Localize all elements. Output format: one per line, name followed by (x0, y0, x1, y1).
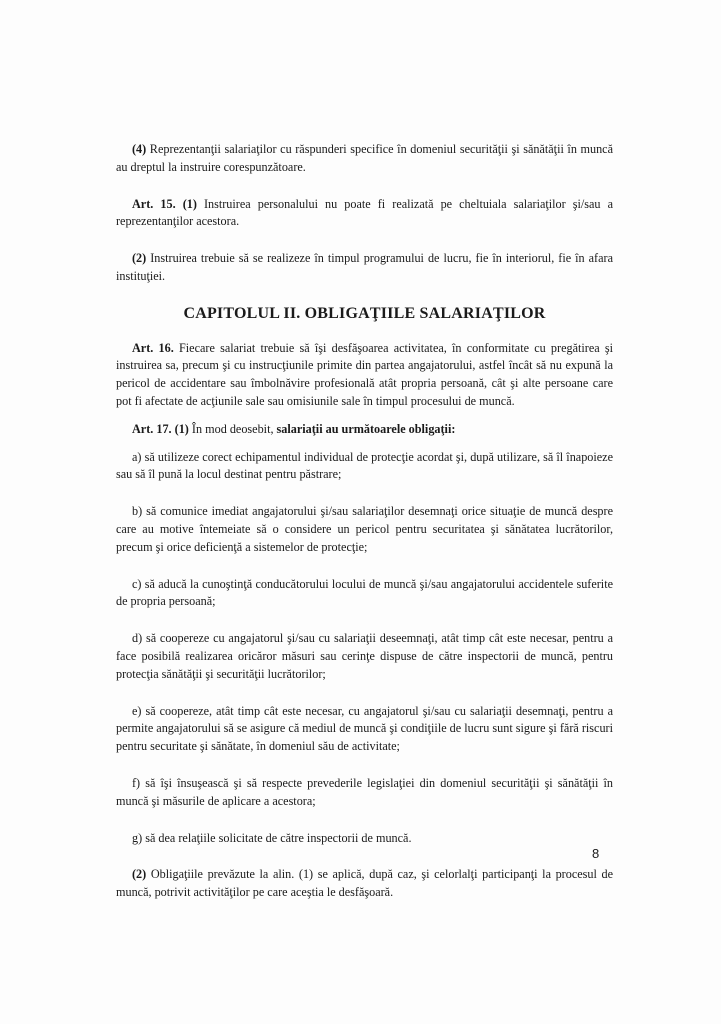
chapter-heading: CAPITOLUL II. OBLIGAŢIILE SALARIAŢILOR (183, 304, 546, 322)
paragraph-text: Fiecare salariat trebuie să îşi desfăşoarea activitatea, în conformitate cu pregătirea şi instruirea sa, precum şi cu instrucţiunile primite din partea angajatorului, astfel încât să nu expună la pericol de accidentare sau îmbolnăvire profesională atât propria persoană, cât şi alte persoane care pot fi afectate de acţiunile sale sau omisiunile sale în timpul procesului de muncă. (116, 340, 613, 408)
paragraph-number: (1) (171, 421, 189, 436)
paragraph-art17-1 (116, 421, 613, 439)
list-item-a: a) să utilizeze corect echipamentul individual de protecţie acordat şi, după utilizare, să îl înapoieze sau să îl pună la locul destinat pentru păstrare; (116, 449, 613, 482)
paragraph-art16 (116, 340, 613, 411)
paragraph-number: (2) (132, 251, 147, 266)
paragraph-number: (4) (132, 142, 147, 156)
paragraph-text: Reprezentanţii salariaţilor cu răspunderi specifice în domeniul securităţii şi sănătăţii în muncă au dreptul la instruire corespunzătoare. (116, 142, 613, 174)
article-label: Art. 17. (132, 421, 172, 436)
list-item-d: d) să coopereze cu angajatorul şi/sau cu salariaţii deseemnaţi, atât timp cât este necesar, pentru a face posibilă realizarea oricăror măsuri sau cerinţe dispuse de către inspectorii de muncă, pentru protecţia sănătăţii şi securităţii lucrătorilor; (116, 631, 613, 681)
list-item-e: e) să coopereze, atât timp cât este necesar, cu angajatorul şi/sau cu salariaţii desemnaţi, pentru a permite angajatorului să se asigure că mediul de muncă şi condiţiile de lucru sunt sigure şi fără riscuri pentru securitate şi sănătate, în domeniul său de activitate; (116, 703, 613, 754)
paragraph-text: Instruirea personalului nu poate fi realizată pe cheltuiala salariaţilor şi/sau a reprezentanţilor acestora. (116, 196, 613, 229)
list-item-c: c) să aducă la cunoştinţă conducătorului locului de muncă şi/sau angajatorului accidentele suferite de propria persoană; (116, 576, 613, 609)
paragraph-number: (2) (132, 867, 147, 882)
paragraph-number: (1) (175, 196, 197, 211)
list-item-g: g) să dea relaţiile solicitate de către inspectorii de muncă. (132, 830, 412, 845)
paragraph-art15-2 (116, 250, 613, 286)
list-item-b: b) să comunice imediat angajatorului şi/sau salariaţilor desemnaţi orice situaţie de muncă despre care au motive întemeiate să o considere un pericol pentru securitatea şi sănătatea lucrătorilor, precum şi orice deficienţă a sistemelor de protecţie; (116, 504, 613, 554)
article-label: Art. 16. (132, 340, 174, 355)
paragraph-art14-4 (116, 141, 613, 177)
paragraph-text: Instruirea trebuie să se realizeze în timpul programului de lucru, fie în interiorul, fie în afara instituţiei. (116, 251, 613, 283)
page-number: 8 (592, 846, 600, 861)
article-label: Art. 15. (132, 196, 176, 211)
paragraph-art15-1 (116, 196, 613, 232)
list-item-f: f) să îşi însuşească şi să respecte prevederile legislaţiei din domeniul securităţii şi sănătăţii în muncă şi măsurile de aplicare a acestora; (116, 775, 613, 808)
paragraph-text: În mod deosebit, (188, 421, 277, 436)
paragraph-art17-2 (116, 866, 613, 902)
page-content (116, 141, 613, 921)
paragraph-text: Obligaţiile prevăzute la alin. (1) se aplică, după caz, şi celorlalţi participanţi la procesul de muncă, potrivit activităţilor pe care aceştia le desfăşoară. (116, 867, 613, 900)
paragraph-bold-text: salariaţii au următoarele obligaţii: (276, 421, 456, 436)
